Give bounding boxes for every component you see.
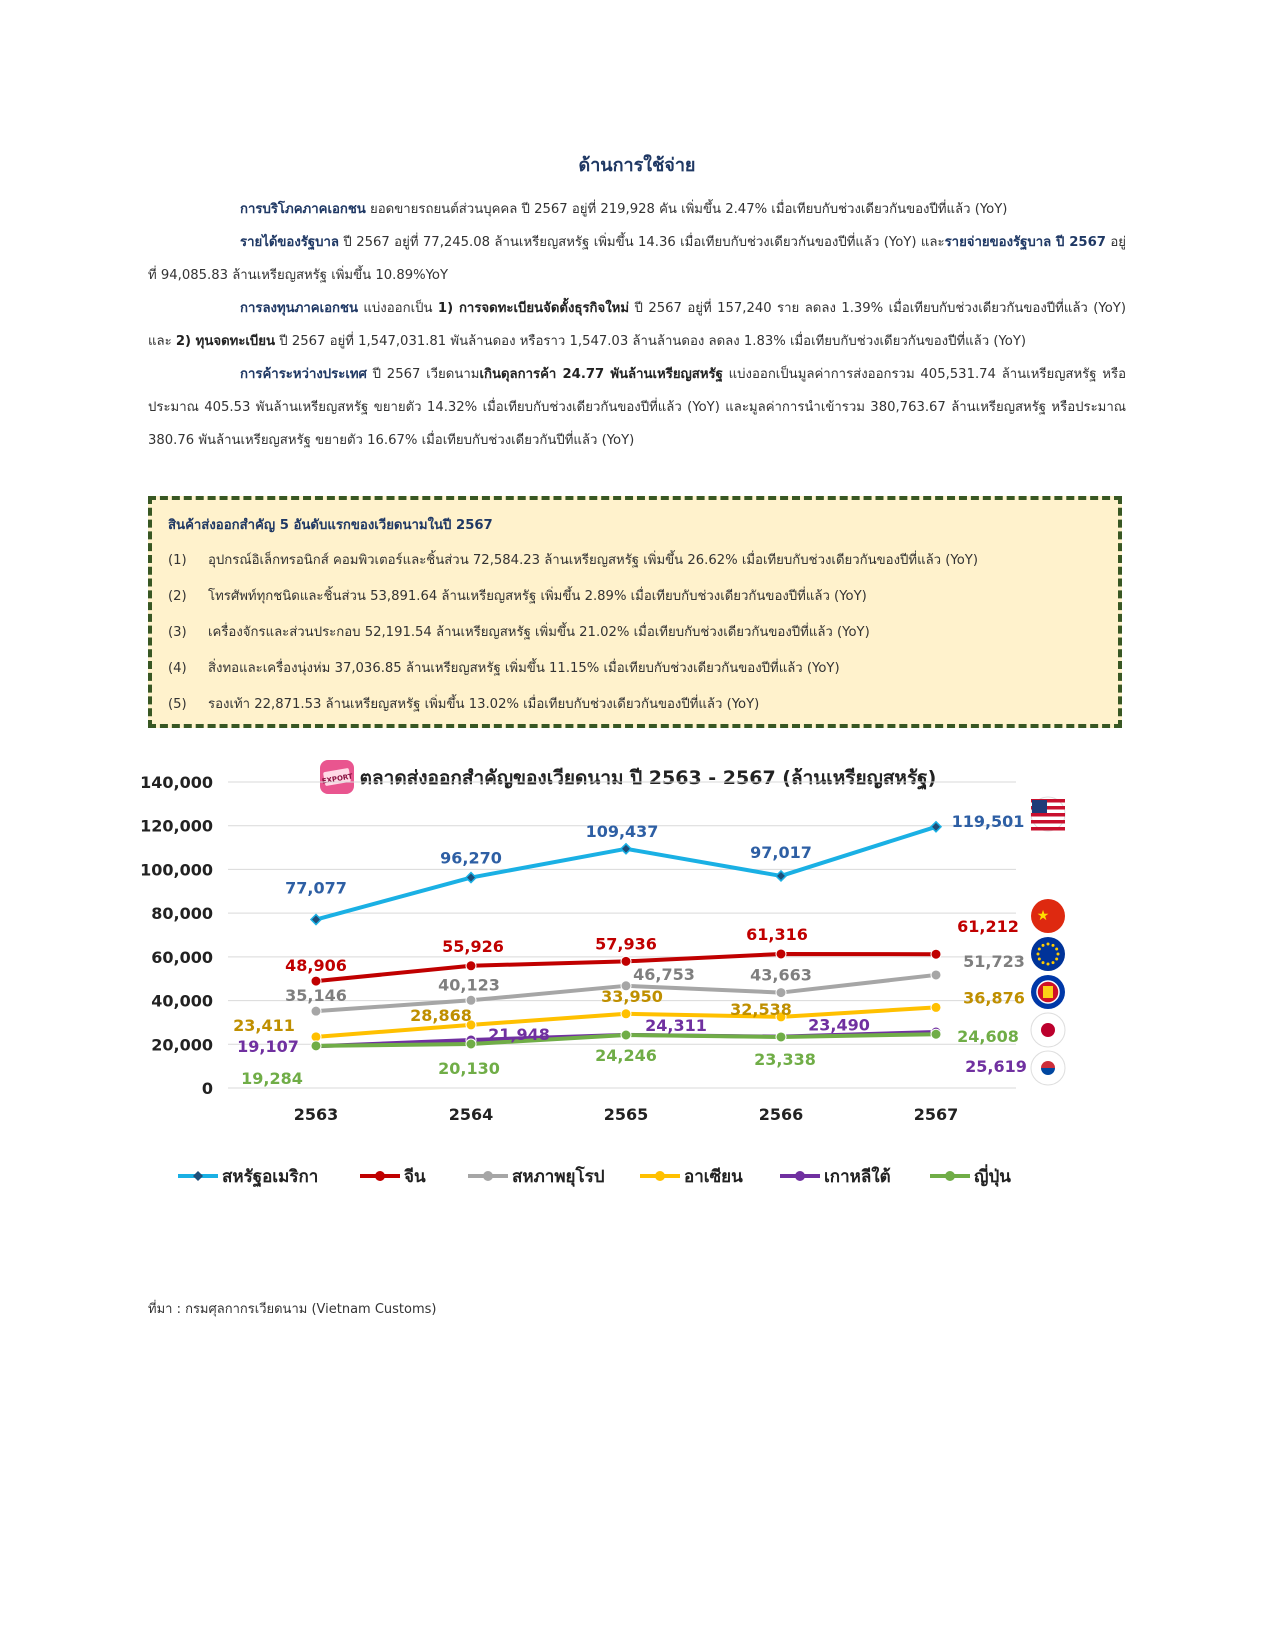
investment-text: แบ่งออกเป็น bbox=[358, 301, 438, 316]
item-number: (2) bbox=[168, 589, 187, 604]
data-point bbox=[466, 995, 476, 1005]
data-point bbox=[311, 1032, 321, 1042]
svg-text:★: ★ bbox=[1036, 908, 1050, 924]
legend-label: สหภาพยุโรป bbox=[512, 1167, 605, 1187]
data-label: 20,130 bbox=[438, 1059, 500, 1079]
data-point bbox=[776, 1032, 786, 1042]
data-label: 40,123 bbox=[438, 975, 500, 995]
legend-label: อาเซียน bbox=[684, 1167, 743, 1187]
data-label: 25,619 bbox=[965, 1057, 1027, 1077]
data-point bbox=[931, 1002, 941, 1012]
investment-text-2: ปี 2567 อยู่ที่ 157,240 ราย ลดลง 1.39% เมื่อเทียบกับช่วงเดียวกันของปีที่แล้ว (YoY) และ bbox=[148, 301, 1126, 349]
data-label: 96,270 bbox=[440, 848, 502, 868]
legend-item bbox=[640, 1166, 743, 1187]
data-point bbox=[466, 1039, 476, 1049]
asean-flag-icon bbox=[1031, 975, 1065, 1009]
top-exports-box bbox=[148, 496, 1122, 728]
y-tick-label: 40,000 bbox=[151, 991, 213, 1011]
export-markets-chart bbox=[140, 752, 1126, 1272]
data-label: 109,437 bbox=[585, 821, 659, 841]
consumption-heading: การบริโภคภาคเอกชน bbox=[240, 202, 366, 217]
x-tick-label: 2566 bbox=[758, 1105, 804, 1124]
investment-text-3: ปี 2567 อยู่ที่ 1,547,031.81 พันล้านดอง หรือราว 1,547.03 ล้านล้านดอง ลดลง 1.83% เมื่อเทียบกับช่วงเดียวกันของปีที่แล้ว (YoY) bbox=[275, 334, 1027, 349]
data-label: 77,077 bbox=[285, 878, 347, 898]
data-label: 23,411 bbox=[233, 1015, 295, 1035]
data-label: 35,146 bbox=[285, 986, 347, 1006]
item-number: (3) bbox=[168, 625, 187, 640]
data-point bbox=[621, 956, 631, 966]
data-label: 48,906 bbox=[285, 956, 347, 976]
legend-label: เกาหลีใต้ bbox=[824, 1167, 891, 1187]
data-label: 61,316 bbox=[746, 924, 808, 944]
data-point bbox=[621, 1030, 631, 1040]
trade-text: ปี 2567 เวียดนาม bbox=[366, 367, 480, 382]
data-label: 24,246 bbox=[595, 1046, 657, 1066]
document-body bbox=[148, 150, 1126, 457]
data-label: 36,876 bbox=[963, 988, 1025, 1008]
eu-flag-icon bbox=[1031, 937, 1065, 971]
data-label: 23,338 bbox=[754, 1049, 816, 1069]
data-label: 23,490 bbox=[808, 1015, 870, 1035]
korea-flag-icon bbox=[1031, 1051, 1065, 1085]
trade-heading: การค้าระหว่างประเทศ bbox=[240, 367, 367, 382]
y-tick-label: 140,000 bbox=[140, 773, 213, 792]
legend-item bbox=[468, 1166, 605, 1187]
x-tick-label: 2565 bbox=[603, 1105, 649, 1124]
y-tick-label: 60,000 bbox=[151, 947, 213, 967]
export-box-icon bbox=[320, 760, 354, 794]
x-tick-label: 2563 bbox=[293, 1105, 339, 1124]
x-tick-label: 2567 bbox=[913, 1105, 959, 1124]
data-point bbox=[931, 970, 941, 980]
item-text: สิ่งทอและเครื่องนุ่งห่ม 37,036.85 ล้านเหรียญสหรัฐ เพิ่มขึ้น 11.15% เมื่อเทียบกับช่วงเดียวกันของปีที่แล้ว (YoY) bbox=[208, 661, 840, 676]
item-number: (4) bbox=[168, 661, 187, 676]
legend-item bbox=[780, 1166, 891, 1187]
y-tick-label: 20,000 bbox=[151, 1035, 213, 1055]
paragraph-trade bbox=[148, 358, 1126, 457]
y-tick-label: 0 bbox=[201, 1079, 213, 1098]
paragraph-investment bbox=[148, 292, 1126, 358]
item-text: รองเท้า 22,871.53 ล้านเหรียญสหรัฐ เพิ่มขึ้น 13.02% เมื่อเทียบกับช่วงเดียวกันของปีที่แล้ว (YoY) bbox=[208, 697, 760, 712]
data-label: 55,926 bbox=[442, 936, 504, 956]
investment-bold-1: 1) การจดทะเบียนจัดตั้งธุรกิจใหม่ bbox=[437, 301, 630, 316]
list-item bbox=[168, 543, 1102, 579]
data-point bbox=[466, 961, 476, 971]
item-number: (5) bbox=[168, 697, 187, 712]
gov-revenue-text: ปี 2567 อยู่ที่ 77,245.08 ล้านเหรียญสหรัฐ เพิ่มขึ้น 14.36 เมื่อเทียบกับช่วงเดียวกันของปีที่แล้ว (YoY) และ bbox=[339, 235, 945, 250]
section-title: ด้านการใช้จ่าย bbox=[578, 155, 696, 176]
data-point bbox=[311, 1006, 321, 1016]
data-label: 119,501 bbox=[951, 811, 1025, 831]
data-point bbox=[931, 822, 941, 832]
y-tick-label: 80,000 bbox=[151, 904, 213, 924]
data-label: 28,868 bbox=[410, 1005, 472, 1025]
list-item bbox=[168, 651, 1102, 687]
china-flag-icon bbox=[1031, 899, 1065, 933]
data-label: 19,107 bbox=[237, 1037, 299, 1057]
y-tick-label: 120,000 bbox=[140, 816, 213, 836]
legend-label: ญี่ปุ่น bbox=[974, 1167, 1011, 1187]
data-label: 61,212 bbox=[957, 917, 1019, 937]
data-label: 33,950 bbox=[601, 986, 663, 1006]
y-tick-label: 100,000 bbox=[140, 860, 213, 880]
list-item bbox=[168, 579, 1102, 615]
consumption-text: ยอดขายรถยนต์ส่วนบุคคล ปี 2567 อยู่ที่ 219,928 คัน เพิ่มขึ้น 2.47% เมื่อเทียบกับช่วงเดียวกันของปีที่แล้ว (YoY) bbox=[365, 202, 1008, 217]
data-point bbox=[311, 915, 321, 925]
chart-svg bbox=[140, 752, 1126, 1272]
data-label: 51,723 bbox=[963, 951, 1025, 971]
legend-item bbox=[360, 1166, 426, 1187]
source-note: ที่มา : กรมศุลกากรเวียดนาม (Vietnam Customs) bbox=[148, 1302, 437, 1317]
top-exports-title: สินค้าส่งออกสำคัญ 5 อันดับแรกของเวียดนามในปี 2567 bbox=[168, 518, 493, 533]
legend-label: จีน bbox=[404, 1167, 426, 1187]
data-label: 57,936 bbox=[595, 934, 657, 954]
paragraph-government bbox=[148, 226, 1126, 292]
data-point bbox=[776, 949, 786, 959]
data-point bbox=[931, 949, 941, 959]
investment-heading: การลงทุนภาคเอกชน bbox=[240, 301, 358, 316]
item-text: เครื่องจักรและส่วนประกอบ 52,191.54 ล้านเหรียญสหรัฐ เพิ่มขึ้น 21.02% เมื่อเทียบกับช่วงเดียวกันของปีที่แล้ว (YoY) bbox=[208, 625, 870, 640]
gov-expense-heading: รายจ่ายของรัฐบาล ปี 2567 bbox=[944, 235, 1106, 250]
data-label: 19,284 bbox=[241, 1068, 303, 1088]
data-point bbox=[931, 1029, 941, 1039]
data-label: 97,017 bbox=[750, 842, 812, 862]
trade-bold: เกินดุลการค้า 24.77 พันล้านเหรียญสหรัฐ bbox=[479, 367, 723, 382]
legend-label: สหรัฐอเมริกา bbox=[222, 1167, 319, 1187]
legend-item bbox=[930, 1164, 1011, 1187]
data-point bbox=[311, 976, 321, 986]
list-item bbox=[168, 687, 1102, 723]
data-point bbox=[466, 873, 476, 883]
item-text: โทรศัพท์ทุกชนิดและชิ้นส่วน 53,891.64 ล้านเหรียญสหรัฐ เพิ่มขึ้น 2.89% เมื่อเทียบกับช่วงเดียวกันของปีที่แล้ว (YoY) bbox=[208, 589, 867, 604]
data-label: 43,663 bbox=[750, 965, 812, 985]
us-flag-icon bbox=[1031, 797, 1065, 831]
data-label: 21,948 bbox=[488, 1025, 550, 1045]
data-point bbox=[621, 1009, 631, 1019]
data-point bbox=[776, 871, 786, 881]
item-number: (1) bbox=[168, 553, 187, 568]
data-label: 46,753 bbox=[633, 964, 695, 984]
item-text: อุปกรณ์อิเล็กทรอนิกส์ คอมพิวเตอร์และชิ้นส่วน 72,584.23 ล้านเหรียญสหรัฐ เพิ่มขึ้น 26.62% เมื่อเทียบกับช่วงเดียวกันของปีที่แล้ว (YoY) bbox=[208, 553, 978, 568]
data-label: 32,538 bbox=[730, 999, 792, 1019]
chart-title: ตลาดส่งออกสำคัญของเวียดนาม ปี 2563 - 2567 (ล้านเหรียญสหรัฐ) bbox=[359, 767, 937, 789]
paragraph-consumption bbox=[148, 193, 1126, 226]
x-tick-label: 2564 bbox=[448, 1105, 494, 1124]
legend-item bbox=[178, 1167, 318, 1188]
gov-revenue-heading: รายได้ของรัฐบาล bbox=[240, 235, 340, 250]
trade-text-2: แบ่งออกเป็นมูลค่าการส่งออกรวม 405,531.74 ล้านเหรียญสหรัฐ หรือประมาณ 405.53 พันล้านเหรียญสหรัฐ ขยายตัว 14.32% เมื่อเทียบกับช่วงเดียวกันของปีที่แล้ว (YoY) และมูลค่าการนำเข้ารวม 380,763.67 ล้านเหรียญสหรัฐ หรือประมาณ 380.76 พันล้านเหรียญสหรัฐ ขยายตัว 16.67% เมื่อเทียบกับช่วงเดียวกันปีที่แล้ว (YoY) bbox=[148, 367, 1126, 448]
gov-expense-text: อยู่ที่ 94,085.83 ล้านเหรียญสหรัฐ เพิ่มขึ้น 10.89%YoY bbox=[148, 235, 1126, 283]
data-point bbox=[621, 844, 631, 854]
japan-flag-icon bbox=[1031, 1013, 1065, 1047]
export-badge-text: EXPORT bbox=[321, 772, 354, 786]
data-label: 24,311 bbox=[645, 1015, 707, 1035]
investment-bold-2: 2) ทุนจดทะเบียน bbox=[175, 334, 276, 349]
data-point bbox=[311, 1041, 321, 1051]
data-label: 24,608 bbox=[957, 1027, 1019, 1047]
data-point bbox=[776, 988, 786, 998]
list-item bbox=[168, 615, 1102, 651]
